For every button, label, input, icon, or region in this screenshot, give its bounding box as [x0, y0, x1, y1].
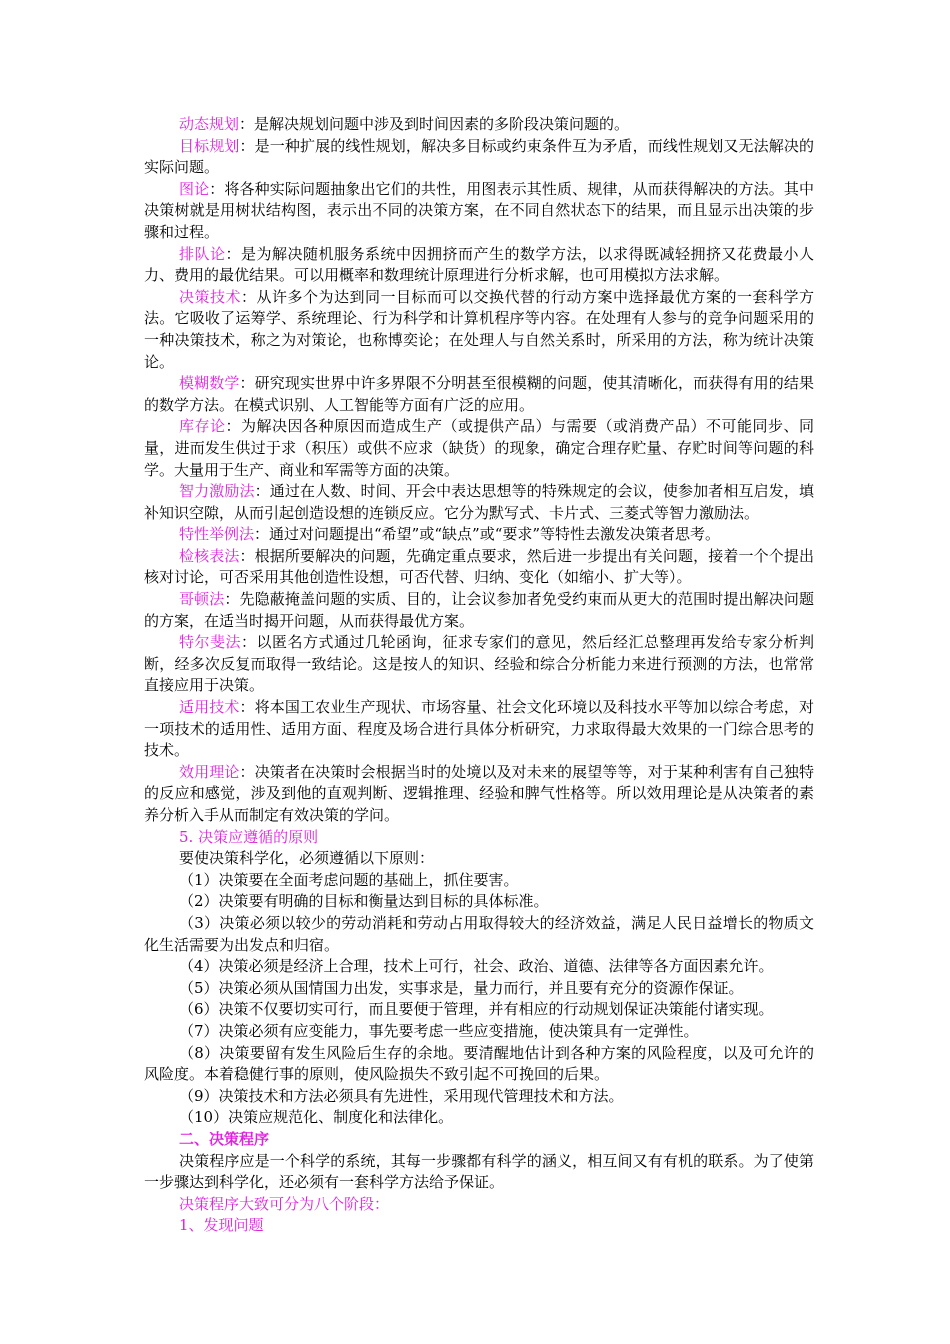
term-label: 库存论	[179, 417, 226, 436]
term-paragraph	[144, 244, 814, 287]
term-label: 哥顿法	[179, 590, 225, 609]
term-label: 排队论	[179, 244, 226, 263]
term-label: 图论	[179, 179, 210, 198]
principle-item: （4）决策必须是经济上合理，技术上可行，社会、政治、道德、法律等各方面因素允许。	[179, 957, 774, 976]
term-paragraph	[144, 632, 814, 697]
step-1-heading: 1、发现问题	[179, 1216, 264, 1235]
section-2-body: 决策程序应是一个科学的系统，其每一步骤都有科学的涵义，相互间又有有机的联系。为了使第一步骤达到科学化，还必须有一套科学方法给予保证。	[144, 1151, 814, 1192]
term-label: 特尔斐法	[179, 633, 241, 652]
principle-item: （8）决策要留有发生风险后生存的余地。要清醒地估计到各种方案的风险程度，以及可允许的风险度。本着稳健行事的原则，使风险损失不致引起不可挽回的后果。	[144, 1043, 814, 1084]
term-paragraph	[144, 136, 814, 179]
term-label: 检核表法	[179, 546, 240, 565]
term-label: 决策技术	[179, 287, 241, 306]
term-label: 模糊数学	[179, 374, 240, 393]
principle-item: （9）决策技术和方法必须具有先进性，采用现代管理技术和方法。	[179, 1086, 624, 1105]
term-definition: ：是解决规划问题中涉及到时间因素的多阶段决策问题的。	[239, 115, 630, 133]
term-label: 目标规划	[179, 136, 240, 155]
section-5-intro: 要使决策科学化，必须遵循以下原则：	[179, 849, 435, 868]
section-5-heading: 5. 决策应遵循的原则	[179, 827, 319, 846]
term-paragraph	[144, 524, 814, 546]
term-definition: ：以匿名方式通过几轮函询，征求专家们的意见，然后经汇总整理再发给专家分析判断，经多次反复而取得一致结论。这是按人的知识、经验和综合分析能力来进行预测的方法，也常常直接应用于决策。	[144, 633, 814, 695]
term-definition: ：为解决因各种原因而造成生产（或提供产品）与需要（或消费产品）不可能同步、同量，进而发生供过于求（积压）或供不应求（缺货）的现象，确定合理存贮量、存贮时间等问题的科学。大量用于生产、商业和军需等方面的决策。	[144, 417, 814, 479]
term-paragraph	[144, 546, 814, 589]
principle-item: （1）决策要在全面考虑问题的基础上，抓住要害。	[179, 870, 519, 889]
document-page	[144, 114, 814, 1237]
term-label: 动态规划	[179, 115, 240, 133]
term-definition: ：决策者在决策时会根据当时的处境以及对未来的展望等等，对于某种利害有自己独特的反应和感觉，涉及到他的直观判断、逻辑推理、经验和脾气性格等。所以效用理论是从决策者的素养分析入手从而制定有效决策的学问。	[144, 762, 814, 824]
term-paragraph	[144, 697, 814, 762]
term-definition: ：是一种扩展的线性规划，解决多目标或约束条件互为矛盾，而线性规划又无法解决的实际问题。	[144, 136, 814, 177]
principle-item: （6）决策不仅要切实可行，而且要便于管理，并有相应的行动规划保证决策能付诸实现。	[179, 1000, 774, 1019]
term-label: 适用技术	[179, 698, 240, 717]
term-definition: ：先隐蔽掩盖问题的实质、目的，让会议参加者免受约束而从更大的范围时提出解决问题的方案，在适当时揭开问题，从而获得最优方案。	[144, 590, 814, 630]
term-paragraph	[144, 589, 814, 632]
term-paragraph	[144, 481, 814, 524]
term-definition: ：从许多个为达到同一目标而可以交换代替的行动方案中选择最优方案的一套科学方法。它吸收了运筹学、系统理论、行为科学和计算机程序等内容。在处理有人参与的竞争问题采用的一种决策技术，称之为对策论，也称博奕论；在处理人与自然关系时，所采用的方法，称为统计决策论。	[144, 287, 814, 371]
term-paragraph	[144, 416, 814, 481]
term-definition: ：将各种实际问题抽象出它们的共性，用图表示其性质、规律，从而获得解决的方法。其中决策树就是用树状结构图，表示出不同的决策方案，在不同自然状态下的结果，而且显示出决策的步骤和过程。	[144, 179, 814, 241]
term-definition: ：根据所要解决的问题，先确定重点要求，然后进一步提出有关问题，接着一个个提出核对讨论，可否采用其他创造性设想，可否代替、归纳、变化（如缩小、扩大等）。	[144, 546, 814, 587]
term-paragraph	[144, 373, 814, 416]
principle-item: （7）决策必须有应变能力，事先要考虑一些应变措施，使决策具有一定弹性。	[179, 1021, 699, 1040]
stages-intro: 决策程序大致可分为八个阶段：	[179, 1194, 390, 1213]
term-paragraph	[144, 762, 814, 827]
term-definition: ：将本国工农业生产现状、市场容量、社会文化环境以及科技水平等加以综合考虑，对一项技术的适用性、适用方面、程度及场合进行具体分析研究，力求取得最大效果的一门综合思考的技术。	[144, 698, 814, 760]
principle-item: （10）决策应规范化、制度化和法律化。	[179, 1108, 454, 1127]
term-definition: ：通过对问题提出“希望”或“缺点”或“要求”等特性去激发决策者思考。	[254, 525, 721, 544]
principle-item: （5）决策必须从国情国力出发，实事求是，量力而行，并且要有充分的资源作保证。	[179, 978, 744, 997]
principle-item: （3）决策必须以较少的劳动消耗和劳动占用取得较大的经济效益，满足人民日益增长的物质文化生活需要为出发点和归宿。	[144, 913, 814, 954]
term-definition: ：通过在人数、时间、开会中表达思想等的特殊规定的会议，使参加者相互启发，填补知识空隙，从而引起创造设想的连锁反应。它分为默写式、卡片式、三菱式等智力激励法。	[144, 482, 814, 522]
term-label: 效用理论	[179, 762, 240, 781]
term-paragraph	[144, 114, 814, 136]
term-paragraph	[144, 179, 814, 244]
term-paragraph	[144, 287, 814, 373]
section-2-heading: 二、决策程序	[179, 1129, 270, 1148]
term-label: 智力激励法	[179, 482, 255, 501]
term-definition: ：是为解决随机服务系统中因拥挤而产生的数学方法，以求得既减轻拥挤又花费最小人力、费用的最优结果。可以用概率和数理统计原理进行分析求解，也可用模拟方法求解。	[144, 244, 814, 285]
principle-item: （2）决策要有明确的目标和衡量达到目标的具体标准。	[179, 892, 549, 911]
term-label: 特性举例法	[179, 525, 255, 544]
term-definition: ：研究现实世界中许多界限不分明甚至很模糊的问题，使其清晰化，而获得有用的结果的数学方法。在模式识别、人工智能等方面有广泛的应用。	[144, 374, 814, 414]
